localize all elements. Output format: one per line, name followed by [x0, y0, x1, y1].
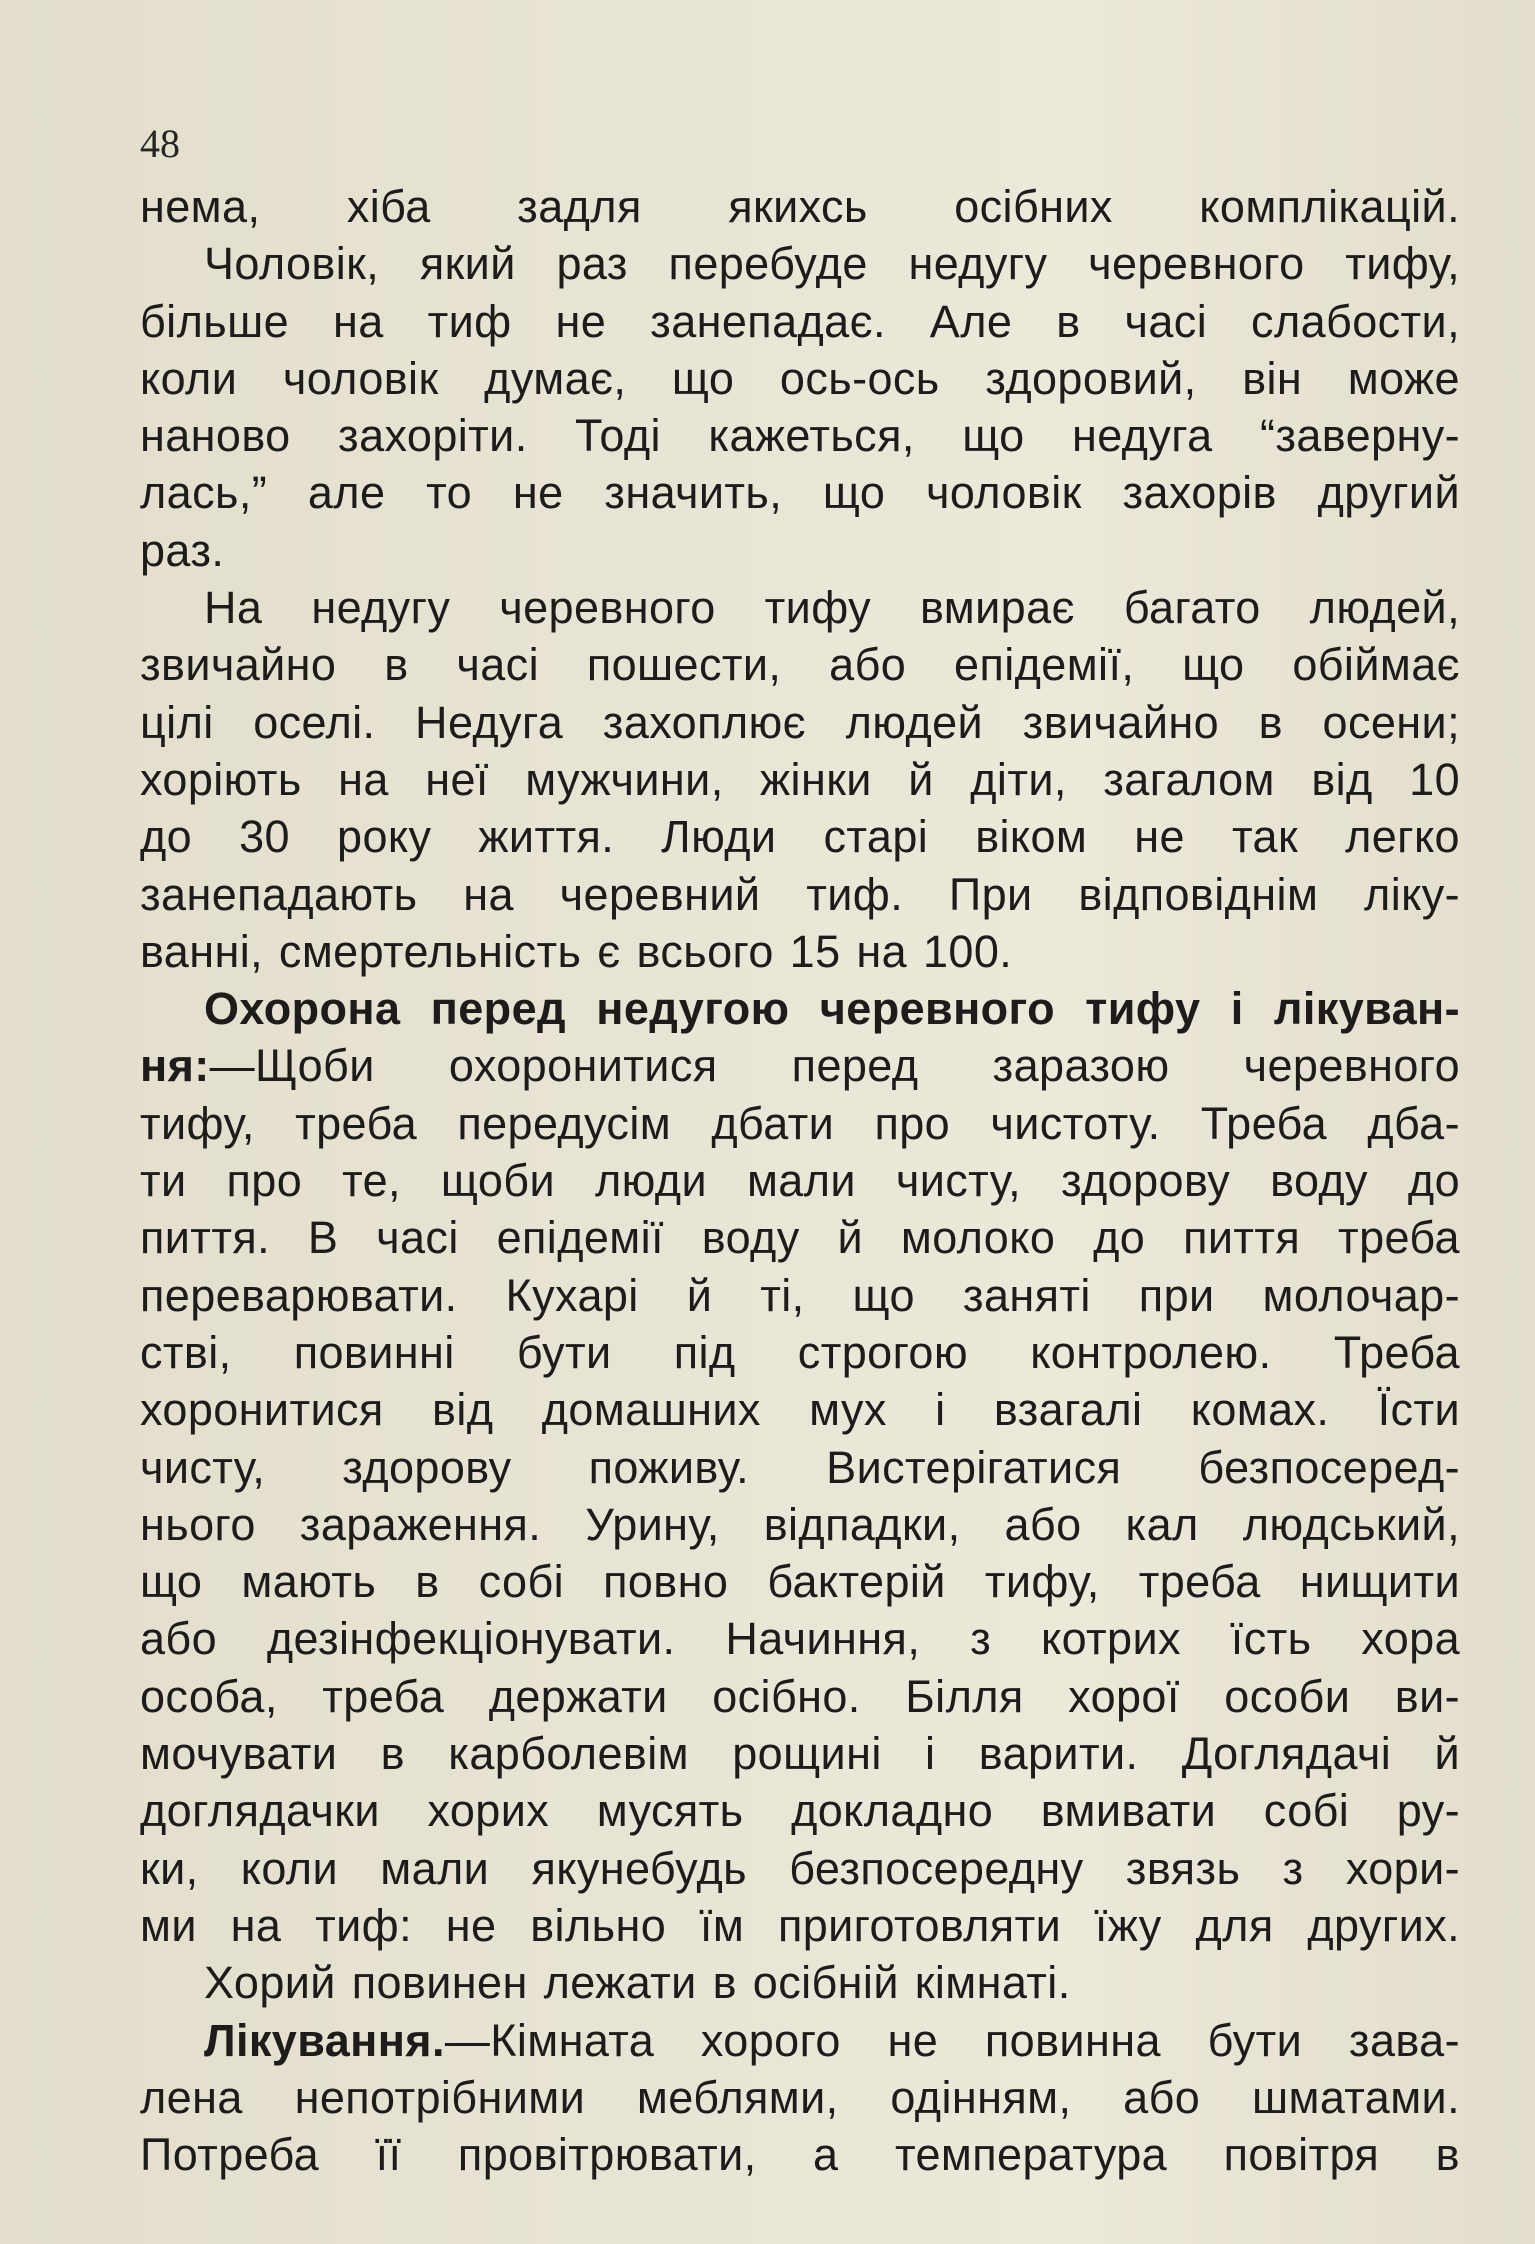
text-line: Хорий повинен лежати в осібній кімнаті.: [204, 1957, 1071, 2009]
text-line: лась,” але то не значить, що чоловік захорів другий: [140, 467, 1460, 519]
text-line: ванні, смертельність є всього 15 на 100.: [140, 925, 1013, 977]
text-line: На недугу черевного тифу вмирає багато людей,: [204, 582, 1460, 634]
text-line: цілі оселі. Недуга захоплює людей звичайно в осени;: [140, 696, 1460, 748]
text-line: Потреба її провітрювати, а температура повітря в: [140, 2129, 1460, 2181]
section-heading-protection: Охорона перед недугою черевного тифу і лікуван-: [204, 983, 1460, 1035]
text-line: [140, 2012, 1460, 2069]
text-line: нема, хіба задля якихсь осібних комплікацій.: [140, 181, 1460, 232]
text-line: що мають в собі повно бактерій тифу, треба нищити: [140, 1556, 1460, 1608]
text-line: лена непотрібними меблями, одінням, або шматами.: [140, 2071, 1460, 2123]
text-line: ки, коли мали якунебудь безпосередну звязь з хори-: [140, 1842, 1460, 1894]
page-number: 48: [140, 121, 180, 166]
section-heading-protection-end: ня:: [140, 1040, 210, 1092]
text-line: коли чоловік думає, що ось-ось здоровий, він може: [140, 352, 1460, 404]
text-line: хоронитися від домашних мух і взагалі комах. Їсти: [140, 1384, 1460, 1436]
text-line: звичайно в часі пошести, або епідемії, що обіймає: [140, 639, 1460, 691]
text-line: стві, повинні бути під строгою контролею. Треба: [140, 1326, 1460, 1378]
text-line: мочувати в карболевім рощині і варити. Доглядачі й: [140, 1728, 1460, 1780]
text-line: або дезінфекціонувати. Начиння, з котрих їсть хора: [140, 1613, 1460, 1665]
section-heading-treatment: Лікування.: [204, 2014, 445, 2066]
text-line: хоріють на неї мужчини, жінки й діти, загалом від 10: [140, 753, 1460, 805]
text-line: нього зараження. Урину, відпадки, або кал людський,: [140, 1498, 1460, 1550]
text-line: переварювати. Кухарі й ті, що заняті при молочар-: [140, 1269, 1460, 1321]
text-line: чисту, здорову поживу. Вистерігатися безпосеред-: [140, 1441, 1460, 1493]
text-line: ми на тиф: не вільно їм приготовляти їжу для других.: [140, 1899, 1460, 1951]
text-line: особа, треба держати осібно. Білля хорої особи ви-: [140, 1670, 1460, 1722]
text-line-rest: —Кімната хорого не повинна бути зава-: [444, 2014, 1460, 2066]
text-line: [140, 1037, 1460, 1094]
text-line: до 30 року життя. Люди старі віком не так легко: [140, 811, 1460, 863]
text-line: доглядачки хорих мусять докладно вмивати собі ру-: [140, 1785, 1460, 1837]
page-body-text: [140, 178, 1460, 2183]
text-line: наново захоріти. Тоді кажеться, що недуга “заверну-: [140, 410, 1460, 462]
text-line: Чоловік, який раз перебуде недугу черевного тифу,: [204, 238, 1460, 290]
text-line: тифу, треба передусім дбати про чистоту. Треба дба-: [140, 1097, 1460, 1149]
text-line: пиття. В часі епідемії воду й молоко до пиття треба: [140, 1212, 1460, 1264]
text-line-rest: —Щоби охоронитися перед заразою черевного: [209, 1040, 1460, 1092]
text-line: раз.: [140, 524, 225, 576]
text-line: більше на тиф не занепадає. Але в часі слабости,: [140, 295, 1460, 347]
text-line: занепадають на черевний тиф. При відповіднім ліку-: [140, 868, 1460, 920]
text-line: ти про те, щоби люди мали чисту, здорову воду до: [140, 1155, 1460, 1207]
